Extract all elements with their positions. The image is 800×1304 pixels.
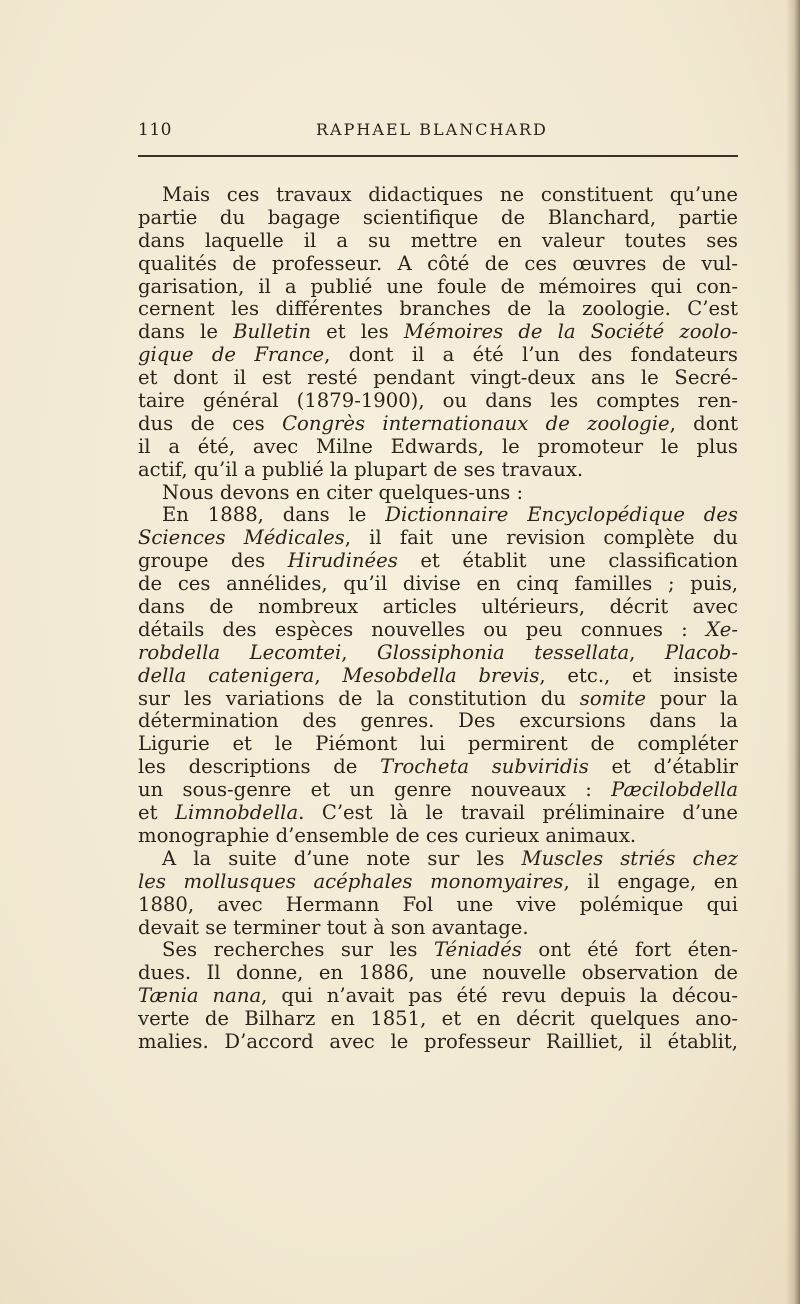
text-line: dans de nombreux articles ultérieurs, décrit avec [138, 595, 738, 619]
text-line: dus de ces Congrès internationaux de zoologie, dont [138, 411, 738, 435]
text-line: 1880, avec Hermann Fol une vive polémique qui [138, 892, 738, 916]
text-line: un sous-genre et un genre nouveaux : Pæcilobdella [138, 778, 738, 802]
text-line: il a été, avec Milne Edwards, le promoteur le plus [138, 434, 738, 458]
text-line: verte de Bilharz en 1851, et en décrit quelques ano- [138, 1007, 738, 1031]
text-line: actif, qu’il a publié la plupart de ses travaux. [138, 457, 584, 481]
text-line: devait se terminer tout à son avantage. [138, 915, 529, 939]
running-title: RAPHAEL BLANCHARD [316, 120, 548, 139]
text-line: En 1888, dans le Dictionnaire Encyclopédique des [162, 503, 738, 527]
text-line: de ces annélides, qu’il divise en cinq familles ; puis, [138, 572, 738, 596]
page-edge-shadow [786, 0, 800, 1304]
text-line: partie du bagage scientifique de Blanchard, partie [138, 205, 738, 229]
text-line: et Limnobdella. C’est là le travail préliminaire d’une [138, 801, 738, 825]
text-line: les mollusques acéphales monomyaires, il engage, en [138, 869, 739, 893]
text-line: Nous devons en citer quelques-uns : [162, 480, 524, 504]
header-rule [138, 155, 738, 157]
text-line: della catenigera, Mesobdella brevis, etc., et insiste [138, 663, 739, 687]
running-header [138, 120, 738, 144]
text-line: détails des espèces nouvelles ou peu connues : Xe- [138, 617, 738, 641]
text-line: monographie d’ensemble de ces curieux animaux. [138, 823, 637, 847]
text-line: Ligurie et le Piémont lui permirent de compléter [138, 732, 738, 756]
text-line: dans le Bulletin et les Mémoires de la Société zoolo- [138, 320, 738, 344]
text-line: Ses recherches sur les Téniadés ont été fort éten- [162, 938, 738, 962]
text-line: taire général (1879-1900), ou dans les comptes ren- [138, 389, 738, 413]
text-line: malies. D’accord avec le professeur Railliet, il établit, [138, 1029, 738, 1053]
text-line: et dont il est resté pendant vingt-deux ans le Secré- [138, 366, 738, 390]
text-line: les descriptions de Trocheta subviridis et d’établir [138, 755, 738, 779]
text-line: gique de France, dont il a été l’un des fondateurs [138, 343, 738, 367]
text-line: Sciences Médicales, il fait une revision complète du [138, 526, 738, 550]
body-text [138, 184, 738, 1054]
text-line: dans laquelle il a su mettre en valeur toutes ses [138, 228, 738, 252]
text-line: détermination des genres. Des excursions dans la [138, 709, 738, 733]
text-line: groupe des Hirudinées et établit une classification [138, 549, 738, 573]
text-line: cernent les différentes branches de la zoologie. C’est [138, 297, 738, 321]
text-line: garisation, il a publié une foule de mémoires qui con- [138, 274, 738, 298]
text-line: dues. Il donne, en 1886, une nouvelle observation de [138, 961, 738, 985]
text-line: Mais ces travaux didactiques ne constituent qu’une [162, 183, 738, 206]
text-line: qualités de professeur. A côté de ces œuvres de vul- [138, 251, 738, 275]
text-line: Tænia nana, qui n’avait pas été revu depuis la décou- [138, 984, 738, 1008]
text-line: A la suite d’une note sur les Muscles striés chez [162, 846, 739, 870]
page-number: 110 [138, 120, 172, 140]
text-line: sur les variations de la constitution du somite pour la [138, 686, 738, 710]
text-line: robdella Lecomtei, Glossiphonia tessellata, Placob- [138, 640, 738, 664]
